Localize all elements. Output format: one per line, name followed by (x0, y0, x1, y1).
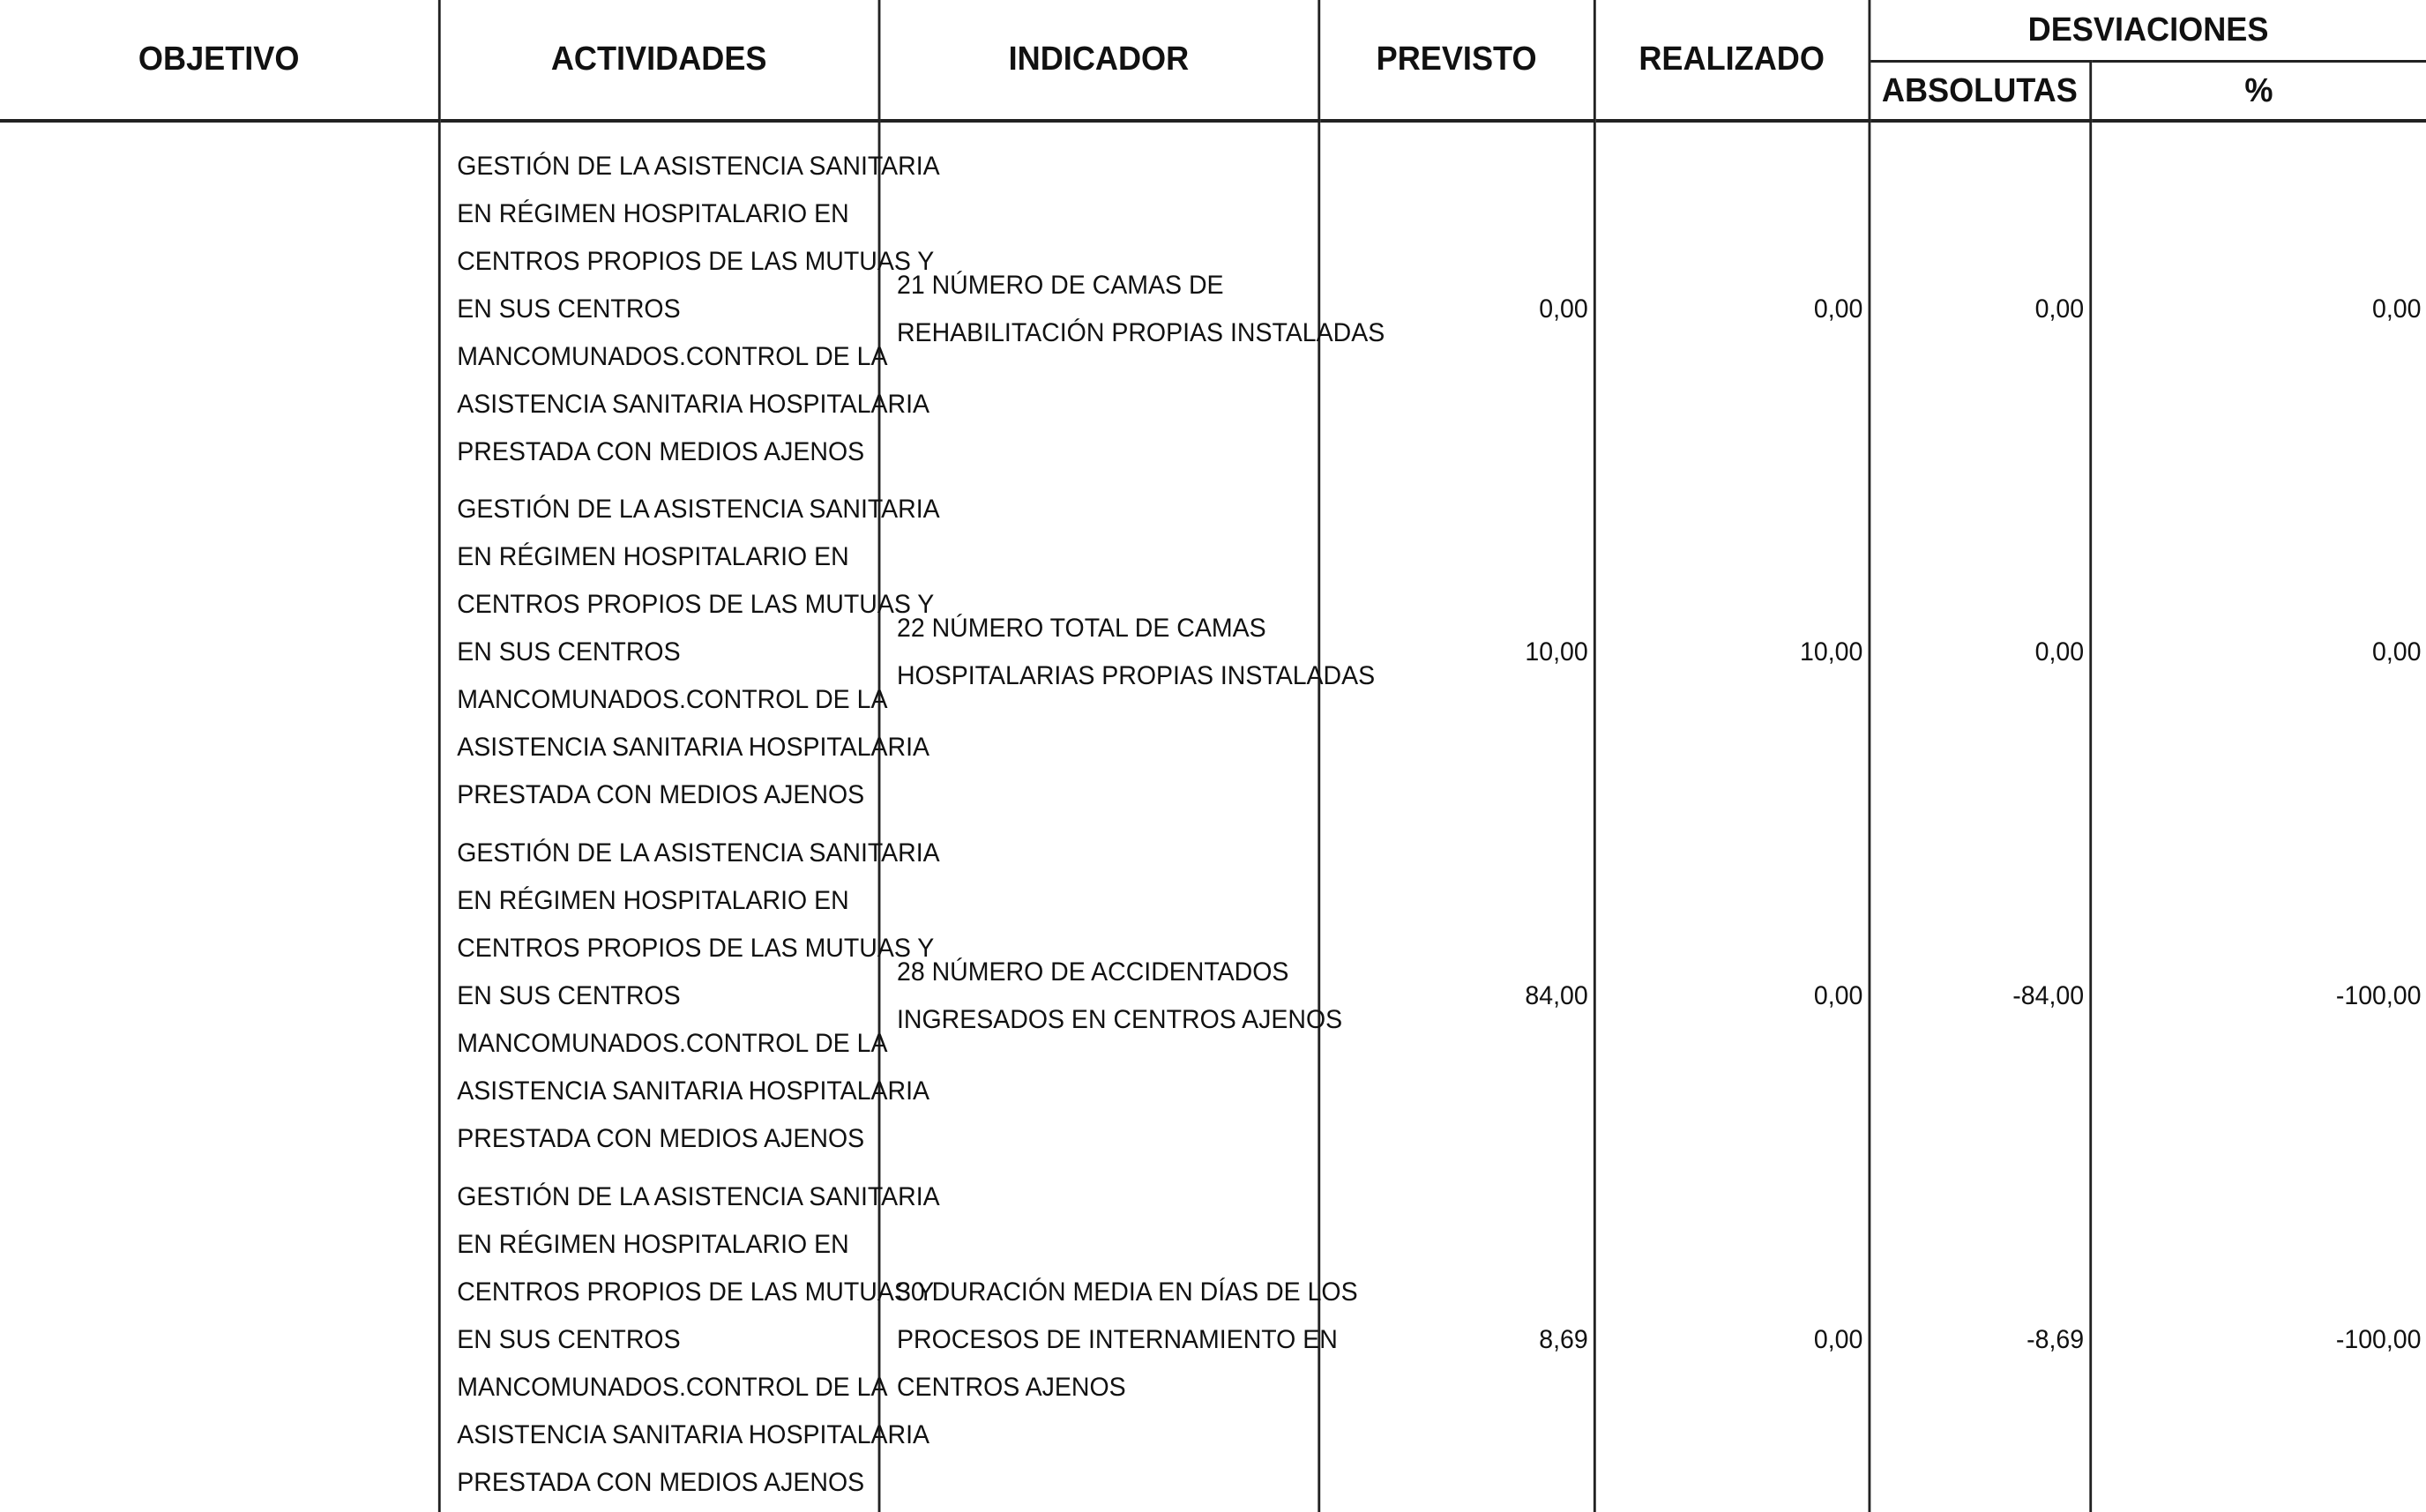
cell-previsto: 84,00 (1318, 824, 1594, 1168)
cell-indicador (879, 121, 1385, 480)
cell-absolutas: 0,00 (1869, 121, 2090, 480)
table-row (0, 1168, 2426, 1512)
actividad-line: GESTIÓN DE LA ASISTENCIA SANITARIA (457, 1182, 940, 1211)
header-absolutas: ABSOLUTAS (1869, 62, 2090, 122)
indicador-line: 21 NÚMERO DE CAMAS DE (896, 271, 1224, 300)
header-previsto: PREVISTO (1318, 0, 1594, 121)
table-row (0, 824, 2426, 1168)
cell-indicador (879, 824, 1343, 1168)
indicador-line: 28 NÚMERO DE ACCIDENTADOS (896, 957, 1289, 987)
actividad-line: EN SUS CENTROS (457, 1325, 681, 1354)
actividad-line: ASISTENCIA SANITARIA HOSPITALARIA (457, 390, 930, 419)
cell-actividad (439, 1168, 940, 1512)
cell-realizado: 0,00 (1594, 121, 1870, 480)
cell-objetivo (0, 1168, 439, 1512)
cell-absolutas: 0,00 (1869, 480, 2090, 824)
actividad-line: GESTIÓN DE LA ASISTENCIA SANITARIA (457, 495, 940, 524)
cell-indicador (879, 1168, 1358, 1512)
table-header (0, 0, 2426, 121)
table-body (0, 121, 2426, 1512)
header-desviaciones: DESVIACIONES (1869, 0, 2426, 62)
actividad-line: MANCOMUNADOS.CONTROL DE LA (457, 1029, 888, 1058)
cell-absolutas: -84,00 (1869, 824, 2090, 1168)
actividad-line: PRESTADA CON MEDIOS AJENOS (457, 1124, 865, 1153)
header-porcentaje: % (2090, 62, 2426, 122)
cell-porcentaje: 0,00 (2090, 121, 2426, 480)
actividad-line: CENTROS PROPIOS DE LAS MUTUAS Y (457, 247, 935, 276)
cell-objetivo (0, 824, 439, 1168)
cell-actividad (439, 121, 940, 480)
cell-realizado: 0,00 (1594, 824, 1870, 1168)
actividad-line: CENTROS PROPIOS DE LAS MUTUAS Y (457, 934, 935, 963)
actividad-line: ASISTENCIA SANITARIA HOSPITALARIA (457, 1076, 930, 1106)
header-realizado: REALIZADO (1594, 0, 1870, 121)
cell-realizado: 10,00 (1594, 480, 1870, 824)
actividad-line: EN RÉGIMEN HOSPITALARIO EN (457, 199, 849, 228)
header-indicador: INDICADOR (879, 0, 1319, 121)
indicador-line: HOSPITALARIAS PROPIAS INSTALADAS (896, 661, 1376, 690)
actividad-line: EN RÉGIMEN HOSPITALARIO EN (457, 886, 849, 915)
actividad-line: PRESTADA CON MEDIOS AJENOS (457, 1468, 865, 1497)
cell-realizado: 0,00 (1594, 1168, 1870, 1512)
actividad-line: EN RÉGIMEN HOSPITALARIO EN (457, 1230, 849, 1259)
header-objetivo: OBJETIVO (0, 0, 439, 121)
table-row (0, 480, 2426, 824)
table-row (0, 121, 2426, 480)
actividad-line: ASISTENCIA SANITARIA HOSPITALARIA (457, 1420, 930, 1449)
cell-actividad (439, 824, 940, 1168)
indicador-line: PROCESOS DE INTERNAMIENTO EN (896, 1325, 1338, 1354)
actividad-line: CENTROS PROPIOS DE LAS MUTUAS Y (457, 1277, 935, 1307)
cell-porcentaje: 0,00 (2090, 480, 2426, 824)
actividad-line: PRESTADA CON MEDIOS AJENOS (457, 780, 865, 809)
indicador-line: CENTROS AJENOS (896, 1373, 1126, 1402)
cell-porcentaje: -100,00 (2090, 1168, 2426, 1512)
cell-previsto: 10,00 (1318, 480, 1594, 824)
actividad-line: EN SUS CENTROS (457, 981, 681, 1010)
actividad-line: CENTROS PROPIOS DE LAS MUTUAS Y (457, 590, 935, 619)
actividad-line: GESTIÓN DE LA ASISTENCIA SANITARIA (457, 152, 940, 181)
header-actividades: ACTIVIDADES (439, 0, 879, 121)
cell-previsto: 8,69 (1318, 1168, 1594, 1512)
actividad-line: MANCOMUNADOS.CONTROL DE LA (457, 685, 888, 714)
cell-objetivo (0, 480, 439, 824)
cell-actividad (439, 480, 940, 824)
actividad-line: ASISTENCIA SANITARIA HOSPITALARIA (457, 733, 930, 762)
indicador-line: 22 NÚMERO TOTAL DE CAMAS (896, 614, 1266, 643)
actividad-line: MANCOMUNADOS.CONTROL DE LA (457, 342, 888, 371)
indicador-line: INGRESADOS EN CENTROS AJENOS (896, 1005, 1343, 1034)
cell-indicador (879, 480, 1376, 824)
cell-absolutas: -8,69 (1869, 1168, 2090, 1512)
actividad-line: EN RÉGIMEN HOSPITALARIO EN (457, 542, 849, 571)
cell-porcentaje: -100,00 (2090, 824, 2426, 1168)
actividad-line: MANCOMUNADOS.CONTROL DE LA (457, 1373, 888, 1402)
cell-objetivo (0, 121, 439, 480)
actividad-line: PRESTADA CON MEDIOS AJENOS (457, 437, 865, 466)
cell-previsto: 0,00 (1318, 121, 1594, 480)
actividad-line: EN SUS CENTROS (457, 637, 681, 667)
actividad-line: EN SUS CENTROS (457, 294, 681, 324)
indicador-line: REHABILITACIÓN PROPIAS INSTALADAS (896, 318, 1385, 347)
actividad-line: GESTIÓN DE LA ASISTENCIA SANITARIA (457, 838, 940, 868)
indicador-line: 30 DURACIÓN MEDIA EN DÍAS DE LOS (896, 1277, 1358, 1307)
